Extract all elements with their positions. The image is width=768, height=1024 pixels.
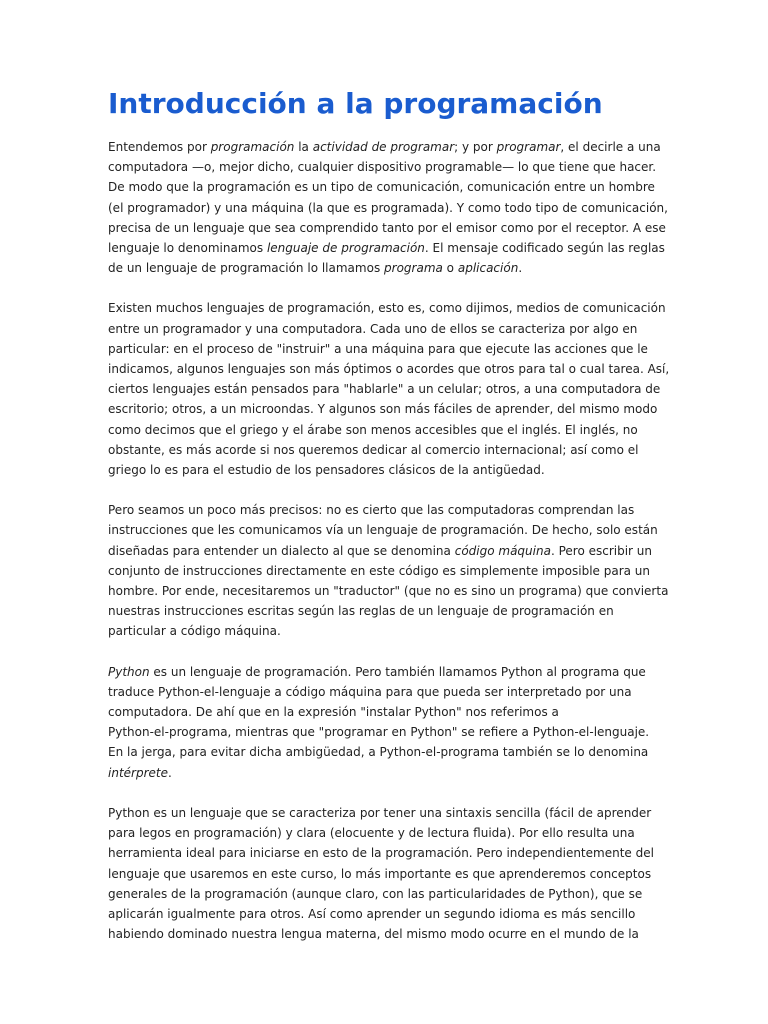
text-segment: diseñadas para entender un dialecto al que se denomina bbox=[108, 543, 455, 558]
text-line bbox=[108, 601, 668, 621]
text-line bbox=[108, 843, 668, 863]
text-segment: ; y por bbox=[454, 140, 497, 154]
text-line bbox=[108, 541, 668, 561]
emphasized-text: aplicación bbox=[457, 261, 519, 276]
paragraph bbox=[108, 500, 668, 641]
text-segment: ciertos lenguajes están pensados para "hablarle" a un celular; otros, a una computadora de bbox=[108, 382, 661, 397]
emphasized-text: Python bbox=[108, 664, 150, 679]
text-segment: herramienta ideal para iniciarse en esto de la programación. Pero independientemente del bbox=[108, 846, 654, 861]
text-segment: De modo que la programación es un tipo de comunicación, comunicación entre un hombre bbox=[108, 180, 655, 195]
text-line bbox=[108, 621, 668, 641]
text-segment: En la jerga, para evitar dicha ambigüedad, a Python-el-programa también se lo denomina bbox=[108, 745, 649, 760]
text-line bbox=[108, 742, 668, 762]
text-segment: lenguaje que usaremos en este curso, lo más importante es que aprenderemos conceptos bbox=[108, 866, 652, 881]
text-line bbox=[108, 823, 668, 843]
text-segment: Entendemos por bbox=[108, 140, 211, 154]
document-page bbox=[108, 84, 668, 964]
text-line bbox=[108, 379, 668, 399]
text-line bbox=[108, 500, 668, 520]
text-segment: lenguaje lo denominamos bbox=[108, 241, 267, 256]
document-body bbox=[108, 137, 668, 944]
text-segment: de un lenguaje de programación lo llamamos bbox=[108, 261, 385, 276]
text-line bbox=[108, 420, 668, 440]
text-segment: (el programador) y una máquina (la que es programada). Y como todo tipo de comunicación, bbox=[108, 200, 668, 215]
text-segment: computadora. De ahí que en la expresión "instalar Python" nos referimos a bbox=[108, 705, 559, 720]
text-line bbox=[108, 258, 668, 278]
text-line bbox=[108, 722, 668, 742]
emphasized-text: programar bbox=[496, 140, 561, 154]
emphasized-text: programación bbox=[210, 140, 295, 154]
emphasized-text: programa bbox=[384, 261, 443, 276]
text-line bbox=[108, 581, 668, 601]
paragraph bbox=[108, 803, 668, 944]
text-line bbox=[108, 319, 668, 339]
text-segment: escritorio; otros, a un microondas. Y algunos son más fáciles de aprender, del mismo modo bbox=[108, 402, 658, 417]
text-line bbox=[108, 298, 668, 318]
text-segment: generales de la programación (aunque claro, con las particularidades de Python), que se bbox=[108, 886, 643, 901]
text-line bbox=[108, 924, 668, 944]
paragraph bbox=[108, 298, 668, 480]
text-line bbox=[108, 702, 668, 722]
text-line bbox=[108, 238, 668, 258]
text-line bbox=[108, 803, 668, 823]
text-segment: Python-el-programa, mientras que "programar en Python" se refiere a Python-el-lenguaje. bbox=[108, 725, 650, 740]
text-segment: traduce Python-el-lenguaje a código máquina para que pueda ser interpretado por una bbox=[108, 684, 632, 699]
page-title: Introducción a la programación bbox=[108, 87, 603, 120]
text-segment: hombre. Por ende, necesitaremos un "traductor" (que no es sino un programa) que convierta bbox=[108, 584, 669, 599]
text-line bbox=[108, 157, 668, 177]
text-line bbox=[108, 339, 668, 359]
emphasized-text: código máquina bbox=[454, 543, 551, 558]
text-segment: para legos en programación) y clara (elocuente y de lectura fluida). Por ello resulta una bbox=[108, 826, 635, 841]
text-line bbox=[108, 682, 668, 702]
text-segment: , el decirle a una bbox=[560, 140, 661, 154]
text-line bbox=[108, 904, 668, 924]
text-line bbox=[108, 137, 668, 157]
emphasized-text: lenguaje de programación bbox=[266, 241, 425, 256]
text-segment: obstante, es más acorde si nos queremos dedicar al comercio internacional; así como el bbox=[108, 442, 639, 457]
text-segment: . bbox=[167, 765, 172, 780]
text-segment: entre un programador y una computadora. Cada uno de ellos se caracteriza por algo en bbox=[108, 321, 638, 336]
text-segment: Existen muchos lenguajes de programación, esto es, como dijimos, medios de comunicación bbox=[108, 301, 666, 316]
text-line bbox=[108, 359, 668, 379]
text-line bbox=[108, 440, 668, 460]
paragraph bbox=[108, 137, 668, 278]
text-line bbox=[108, 561, 668, 581]
text-segment: Pero seamos un poco más precisos: no es cierto que las computadoras comprendan las bbox=[108, 503, 635, 518]
text-segment: indicamos, algunos lenguajes son más óptimos o acordes que otros para tal o cual tarea. Así, bbox=[108, 362, 670, 377]
text-segment: griego lo es para el estudio de los pensadores clásicos de la antigüedad. bbox=[108, 463, 545, 478]
text-segment: aplicarán igualmente para otros. Así como aprender un segundo idioma es más sencillo bbox=[108, 906, 636, 921]
text-segment: la bbox=[294, 140, 313, 154]
text-segment: conjunto de instrucciones directamente en este código es simplemente imposible para un bbox=[108, 563, 651, 578]
text-segment: como decimos que el griego y el árabe son menos accesibles que el inglés. El inglés, no bbox=[108, 422, 638, 437]
emphasized-text: intérprete bbox=[108, 765, 168, 780]
text-line bbox=[108, 884, 668, 904]
text-line bbox=[108, 177, 668, 197]
text-segment: computadora —o, mejor dicho, cualquier dispositivo programable— lo que tiene que hacer. bbox=[108, 160, 657, 175]
text-line bbox=[108, 662, 668, 682]
text-line bbox=[108, 520, 668, 540]
text-segment: habiendo dominado nuestra lengua materna, del mismo modo ocurre en el mundo de la bbox=[108, 927, 639, 942]
text-segment: particular: en el proceso de "instruir" a una máquina para que ejecute las acciones que le bbox=[108, 341, 648, 356]
text-segment: o bbox=[442, 261, 458, 276]
text-segment: Python es un lenguaje que se caracteriza por tener una sintaxis sencilla (fácil de aprender bbox=[108, 805, 652, 820]
text-line bbox=[108, 460, 668, 480]
text-line bbox=[108, 198, 668, 218]
text-segment: . El mensaje codificado según las reglas bbox=[424, 241, 665, 256]
text-line bbox=[108, 399, 668, 419]
text-line bbox=[108, 763, 668, 783]
emphasized-text: actividad de programar bbox=[312, 140, 455, 154]
text-segment: . bbox=[518, 261, 523, 276]
text-segment: precisa de un lenguaje que sea comprendido tanto por el emisor como por el receptor. A ese bbox=[108, 220, 666, 235]
text-line bbox=[108, 218, 668, 238]
text-segment: nuestras instrucciones escritas según las reglas de un lenguaje de programación en bbox=[108, 604, 614, 619]
paragraph bbox=[108, 662, 668, 783]
text-segment: . Pero escribir un bbox=[550, 543, 653, 558]
text-segment: es un lenguaje de programación. Pero también llamamos Python al programa que bbox=[149, 664, 646, 679]
text-segment: particular a código máquina. bbox=[108, 624, 281, 639]
text-segment: instrucciones que les comunicamos vía un lenguaje de programación. De hecho, solo están bbox=[108, 523, 658, 538]
text-line bbox=[108, 864, 668, 884]
